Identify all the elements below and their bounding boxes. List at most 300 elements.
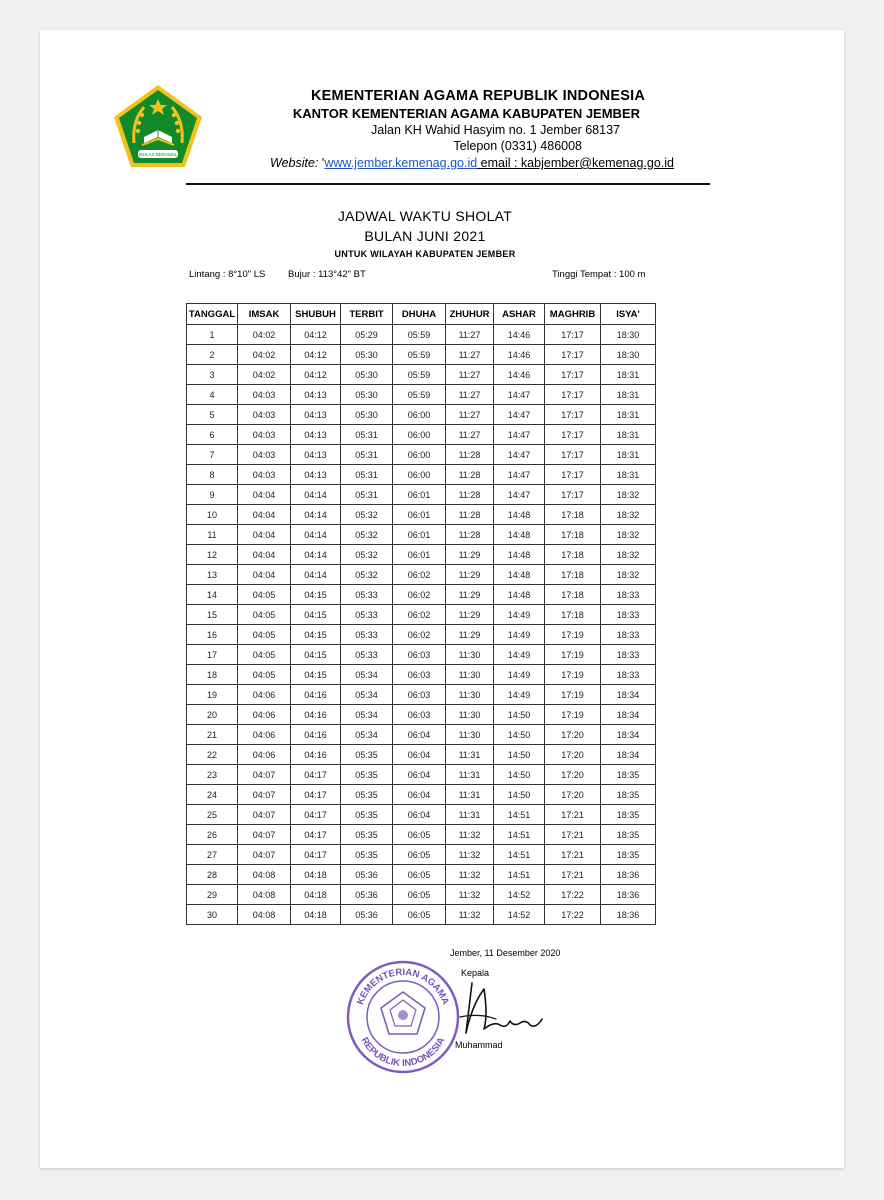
cell-ashar: 14:50 <box>494 785 545 805</box>
cell-terbit: 05:31 <box>341 445 393 465</box>
cell-day: 20 <box>187 705 238 725</box>
cell-dhuha: 06:01 <box>393 545 446 565</box>
table-row <box>187 525 656 545</box>
cell-imsak: 04:05 <box>238 645 291 665</box>
prayer-schedule-table <box>186 303 656 925</box>
cell-maghrib: 17:20 <box>545 765 601 785</box>
table-row <box>187 825 656 845</box>
table-row <box>187 845 656 865</box>
cell-terbit: 05:32 <box>341 565 393 585</box>
header-divider <box>186 183 710 185</box>
svg-text:KEMENTERIAN AGAMA: KEMENTERIAN AGAMA <box>355 966 451 1007</box>
cell-maghrib: 17:21 <box>545 865 601 885</box>
cell-zhuhur: 11:29 <box>446 585 494 605</box>
table-row <box>187 505 656 525</box>
cell-ashar: 14:51 <box>494 825 545 845</box>
cell-ashar: 14:49 <box>494 645 545 665</box>
cell-isya: 18:32 <box>601 485 656 505</box>
cell-day: 25 <box>187 805 238 825</box>
cell-zhuhur: 11:30 <box>446 685 494 705</box>
cell-dhuha: 06:04 <box>393 725 446 745</box>
cell-zhuhur: 11:28 <box>446 445 494 465</box>
cell-dhuha: 06:05 <box>393 885 446 905</box>
cell-terbit: 05:34 <box>341 685 393 705</box>
cell-terbit: 05:33 <box>341 585 393 605</box>
cell-maghrib: 17:21 <box>545 825 601 845</box>
header-zhuhur: ZHUHUR <box>446 304 494 325</box>
cell-zhuhur: 11:29 <box>446 565 494 585</box>
cell-maghrib: 17:17 <box>545 365 601 385</box>
cell-zhuhur: 11:31 <box>446 765 494 785</box>
document-title: JADWAL WAKTU SHOLAT <box>337 208 513 224</box>
cell-dhuha: 06:05 <box>393 865 446 885</box>
cell-day: 8 <box>187 465 238 485</box>
cell-ashar: 14:46 <box>494 325 545 345</box>
cell-imsak: 04:08 <box>238 885 291 905</box>
cell-zhuhur: 11:29 <box>446 625 494 645</box>
cell-shubuh: 04:16 <box>291 725 341 745</box>
cell-ashar: 14:47 <box>494 445 545 465</box>
cell-shubuh: 04:18 <box>291 865 341 885</box>
cell-isya: 18:30 <box>601 325 656 345</box>
cell-day: 22 <box>187 745 238 765</box>
cell-imsak: 04:05 <box>238 585 291 605</box>
table-header-row <box>187 304 656 325</box>
cell-maghrib: 17:17 <box>545 425 601 445</box>
email-text[interactable]: email : kabjember@kemenag.go.id <box>477 156 674 170</box>
website-prefix: ' <box>321 156 325 170</box>
cell-maghrib: 17:17 <box>545 325 601 345</box>
cell-day: 28 <box>187 865 238 885</box>
cell-maghrib: 17:17 <box>545 465 601 485</box>
cell-zhuhur: 11:28 <box>446 465 494 485</box>
cell-imsak: 04:06 <box>238 705 291 725</box>
official-stamp-icon <box>345 960 461 1074</box>
cell-imsak: 04:05 <box>238 665 291 685</box>
cell-imsak: 04:06 <box>238 685 291 705</box>
cell-dhuha: 06:04 <box>393 805 446 825</box>
cell-day: 29 <box>187 885 238 905</box>
kemenag-logo-icon <box>112 83 204 169</box>
table-row <box>187 425 656 445</box>
cell-ashar: 14:46 <box>494 345 545 365</box>
cell-imsak: 04:07 <box>238 805 291 825</box>
cell-shubuh: 04:15 <box>291 625 341 645</box>
cell-maghrib: 17:18 <box>545 605 601 625</box>
cell-dhuha: 06:00 <box>393 465 446 485</box>
cell-terbit: 05:32 <box>341 545 393 565</box>
cell-terbit: 05:31 <box>341 485 393 505</box>
cell-dhuha: 06:03 <box>393 645 446 665</box>
cell-isya: 18:35 <box>601 845 656 865</box>
cell-dhuha: 05:59 <box>393 365 446 385</box>
cell-ashar: 14:47 <box>494 485 545 505</box>
header-shubuh: SHUBUH <box>291 304 341 325</box>
cell-isya: 18:35 <box>601 805 656 825</box>
table-row <box>187 605 656 625</box>
cell-maghrib: 17:17 <box>545 405 601 425</box>
cell-imsak: 04:06 <box>238 745 291 765</box>
cell-ashar: 14:49 <box>494 605 545 625</box>
cell-maghrib: 17:20 <box>545 785 601 805</box>
cell-ashar: 14:52 <box>494 885 545 905</box>
cell-dhuha: 06:04 <box>393 785 446 805</box>
cell-isya: 18:31 <box>601 365 656 385</box>
cell-imsak: 04:04 <box>238 545 291 565</box>
cell-terbit: 05:31 <box>341 425 393 445</box>
cell-terbit: 05:33 <box>341 645 393 665</box>
cell-imsak: 04:06 <box>238 725 291 745</box>
latitude-info: Lintang : 8°10" LS <box>189 269 266 280</box>
cell-imsak: 04:03 <box>238 445 291 465</box>
cell-imsak: 04:04 <box>238 565 291 585</box>
cell-zhuhur: 11:29 <box>446 605 494 625</box>
table-row <box>187 865 656 885</box>
table-row <box>187 885 656 905</box>
cell-ashar: 14:50 <box>494 765 545 785</box>
cell-shubuh: 04:13 <box>291 445 341 465</box>
cell-maghrib: 17:21 <box>545 845 601 865</box>
office-name: KANTOR KEMENTERIAN AGAMA KABUPATEN JEMBER <box>292 106 640 121</box>
cell-imsak: 04:07 <box>238 765 291 785</box>
cell-ashar: 14:48 <box>494 505 545 525</box>
table-row <box>187 325 656 345</box>
cell-ashar: 14:47 <box>494 405 545 425</box>
cell-isya: 18:32 <box>601 565 656 585</box>
cell-dhuha: 06:00 <box>393 425 446 445</box>
cell-shubuh: 04:12 <box>291 345 341 365</box>
cell-maghrib: 17:19 <box>545 625 601 645</box>
cell-isya: 18:35 <box>601 785 656 805</box>
cell-day: 15 <box>187 605 238 625</box>
signature-mark-icon <box>450 975 550 1041</box>
cell-day: 4 <box>187 385 238 405</box>
cell-terbit: 05:34 <box>341 725 393 745</box>
cell-ashar: 14:50 <box>494 725 545 745</box>
cell-isya: 18:31 <box>601 465 656 485</box>
svg-text:REPUBLIK INDONESIA: REPUBLIK INDONESIA <box>358 1035 448 1070</box>
cell-shubuh: 04:14 <box>291 525 341 545</box>
cell-shubuh: 04:15 <box>291 645 341 665</box>
cell-zhuhur: 11:27 <box>446 365 494 385</box>
cell-isya: 18:33 <box>601 585 656 605</box>
cell-dhuha: 06:02 <box>393 585 446 605</box>
cell-shubuh: 04:16 <box>291 745 341 765</box>
table-row <box>187 725 656 745</box>
header-dhuha: DHUHA <box>393 304 446 325</box>
cell-imsak: 04:02 <box>238 365 291 385</box>
cell-shubuh: 04:16 <box>291 685 341 705</box>
cell-terbit: 05:30 <box>341 385 393 405</box>
cell-imsak: 04:02 <box>238 325 291 345</box>
cell-shubuh: 04:13 <box>291 425 341 445</box>
cell-imsak: 04:03 <box>238 385 291 405</box>
cell-zhuhur: 11:32 <box>446 905 494 925</box>
cell-day: 16 <box>187 625 238 645</box>
cell-imsak: 04:02 <box>238 345 291 365</box>
cell-zhuhur: 11:30 <box>446 665 494 685</box>
cell-dhuha: 06:01 <box>393 505 446 525</box>
cell-terbit: 05:32 <box>341 505 393 525</box>
cell-day: 9 <box>187 485 238 505</box>
header-terbit: TERBIT <box>341 304 393 325</box>
cell-shubuh: 04:13 <box>291 405 341 425</box>
cell-isya: 18:33 <box>601 645 656 665</box>
cell-terbit: 05:35 <box>341 785 393 805</box>
cell-terbit: 05:35 <box>341 845 393 865</box>
cell-isya: 18:32 <box>601 505 656 525</box>
table-row <box>187 465 656 485</box>
cell-shubuh: 04:13 <box>291 385 341 405</box>
cell-day: 6 <box>187 425 238 445</box>
cell-maghrib: 17:17 <box>545 445 601 465</box>
table-row <box>187 565 656 585</box>
cell-shubuh: 04:14 <box>291 565 341 585</box>
office-address: Jalan KH Wahid Hasyim no. 1 Jember 68137 <box>371 123 620 137</box>
cell-day: 10 <box>187 505 238 525</box>
cell-imsak: 04:04 <box>238 525 291 545</box>
cell-ashar: 14:51 <box>494 805 545 825</box>
cell-ashar: 14:47 <box>494 425 545 445</box>
table-row <box>187 745 656 765</box>
cell-day: 14 <box>187 585 238 605</box>
cell-ashar: 14:48 <box>494 585 545 605</box>
header-tanggal: TANGGAL <box>187 304 238 325</box>
table-row <box>187 805 656 825</box>
cell-terbit: 05:35 <box>341 825 393 845</box>
table-row <box>187 365 656 385</box>
cell-shubuh: 04:14 <box>291 485 341 505</box>
cell-terbit: 05:34 <box>341 665 393 685</box>
table-row <box>187 625 656 645</box>
cell-terbit: 05:30 <box>341 345 393 365</box>
cell-terbit: 05:30 <box>341 405 393 425</box>
cell-ashar: 14:49 <box>494 665 545 685</box>
cell-shubuh: 04:17 <box>291 845 341 865</box>
cell-zhuhur: 11:27 <box>446 405 494 425</box>
cell-dhuha: 06:01 <box>393 525 446 545</box>
cell-dhuha: 05:59 <box>393 385 446 405</box>
cell-day: 1 <box>187 325 238 345</box>
cell-shubuh: 04:14 <box>291 505 341 525</box>
cell-zhuhur: 11:27 <box>446 345 494 365</box>
cell-isya: 18:34 <box>601 745 656 765</box>
cell-terbit: 05:35 <box>341 805 393 825</box>
cell-imsak: 04:03 <box>238 425 291 445</box>
cell-day: 5 <box>187 405 238 425</box>
cell-zhuhur: 11:28 <box>446 525 494 545</box>
cell-dhuha: 06:05 <box>393 845 446 865</box>
cell-zhuhur: 11:29 <box>446 545 494 565</box>
cell-imsak: 04:05 <box>238 625 291 645</box>
svg-text:IKHLAS BERAMAL: IKHLAS BERAMAL <box>138 152 178 157</box>
cell-dhuha: 06:02 <box>393 605 446 625</box>
table-row <box>187 705 656 725</box>
cell-maghrib: 17:17 <box>545 485 601 505</box>
cell-shubuh: 04:16 <box>291 705 341 725</box>
cell-terbit: 05:31 <box>341 465 393 485</box>
cell-isya: 18:35 <box>601 825 656 845</box>
cell-maghrib: 17:22 <box>545 885 601 905</box>
cell-shubuh: 04:17 <box>291 765 341 785</box>
cell-terbit: 05:36 <box>341 885 393 905</box>
cell-zhuhur: 11:30 <box>446 705 494 725</box>
contact-line <box>270 156 674 170</box>
cell-terbit: 05:35 <box>341 765 393 785</box>
cell-isya: 18:33 <box>601 605 656 625</box>
cell-isya: 18:32 <box>601 545 656 565</box>
header-ashar: ASHAR <box>494 304 545 325</box>
cell-day: 19 <box>187 685 238 705</box>
cell-maghrib: 17:20 <box>545 725 601 745</box>
header-isya: ISYA' <box>601 304 656 325</box>
cell-imsak: 04:07 <box>238 785 291 805</box>
cell-maghrib: 17:18 <box>545 585 601 605</box>
cell-shubuh: 04:15 <box>291 605 341 625</box>
cell-maghrib: 17:22 <box>545 905 601 925</box>
cell-ashar: 14:51 <box>494 845 545 865</box>
ministry-name: KEMENTERIAN AGAMA REPUBLIK INDONESIA <box>311 88 645 104</box>
table-row <box>187 645 656 665</box>
table-row <box>187 905 656 925</box>
website-link[interactable]: www.jember.kemenag.go.id <box>324 156 478 170</box>
cell-ashar: 14:48 <box>494 545 545 565</box>
table-row <box>187 685 656 705</box>
cell-dhuha: 06:04 <box>393 745 446 765</box>
table-row <box>187 585 656 605</box>
cell-dhuha: 05:59 <box>393 325 446 345</box>
table-row <box>187 545 656 565</box>
table-row <box>187 345 656 365</box>
cell-terbit: 05:35 <box>341 745 393 765</box>
cell-terbit: 05:33 <box>341 605 393 625</box>
cell-shubuh: 04:18 <box>291 905 341 925</box>
cell-day: 24 <box>187 785 238 805</box>
cell-terbit: 05:33 <box>341 625 393 645</box>
cell-isya: 18:33 <box>601 625 656 645</box>
cell-ashar: 14:52 <box>494 905 545 925</box>
website-label: Website: <box>270 156 319 170</box>
cell-maghrib: 17:19 <box>545 705 601 725</box>
cell-shubuh: 04:12 <box>291 365 341 385</box>
cell-shubuh: 04:13 <box>291 465 341 485</box>
cell-terbit: 05:36 <box>341 905 393 925</box>
table-row <box>187 405 656 425</box>
cell-day: 23 <box>187 765 238 785</box>
cell-zhuhur: 11:28 <box>446 505 494 525</box>
cell-imsak: 04:07 <box>238 825 291 845</box>
cell-day: 13 <box>187 565 238 585</box>
cell-isya: 18:31 <box>601 405 656 425</box>
table-row <box>187 385 656 405</box>
cell-terbit: 05:34 <box>341 705 393 725</box>
longitude-info: Bujur : 113°42" BT <box>288 269 366 280</box>
cell-dhuha: 06:05 <box>393 905 446 925</box>
signature-date: Jember, 11 Desember 2020 <box>450 948 561 958</box>
cell-terbit: 05:32 <box>341 525 393 545</box>
cell-shubuh: 04:17 <box>291 825 341 845</box>
cell-zhuhur: 11:30 <box>446 645 494 665</box>
cell-day: 30 <box>187 905 238 925</box>
cell-day: 21 <box>187 725 238 745</box>
cell-maghrib: 17:19 <box>545 645 601 665</box>
cell-ashar: 14:46 <box>494 365 545 385</box>
cell-day: 26 <box>187 825 238 845</box>
cell-day: 12 <box>187 545 238 565</box>
cell-day: 3 <box>187 365 238 385</box>
cell-zhuhur: 11:32 <box>446 865 494 885</box>
cell-maghrib: 17:19 <box>545 665 601 685</box>
cell-isya: 18:35 <box>601 765 656 785</box>
cell-isya: 18:36 <box>601 885 656 905</box>
cell-ashar: 14:51 <box>494 865 545 885</box>
cell-zhuhur: 11:27 <box>446 425 494 445</box>
cell-maghrib: 17:18 <box>545 505 601 525</box>
cell-dhuha: 06:00 <box>393 405 446 425</box>
cell-shubuh: 04:17 <box>291 805 341 825</box>
cell-imsak: 04:05 <box>238 605 291 625</box>
table-row <box>187 765 656 785</box>
cell-ashar: 14:49 <box>494 685 545 705</box>
cell-zhuhur: 11:32 <box>446 825 494 845</box>
cell-shubuh: 04:18 <box>291 885 341 905</box>
cell-imsak: 04:04 <box>238 505 291 525</box>
cell-isya: 18:31 <box>601 425 656 445</box>
cell-isya: 18:32 <box>601 525 656 545</box>
cell-ashar: 14:47 <box>494 385 545 405</box>
table-row <box>187 485 656 505</box>
table-body <box>187 325 656 925</box>
cell-zhuhur: 11:31 <box>446 745 494 765</box>
cell-day: 11 <box>187 525 238 545</box>
cell-isya: 18:34 <box>601 705 656 725</box>
cell-maghrib: 17:18 <box>545 565 601 585</box>
cell-shubuh: 04:14 <box>291 545 341 565</box>
cell-shubuh: 04:15 <box>291 665 341 685</box>
cell-ashar: 14:47 <box>494 465 545 485</box>
cell-ashar: 14:50 <box>494 745 545 765</box>
cell-imsak: 04:04 <box>238 485 291 505</box>
cell-dhuha: 06:02 <box>393 625 446 645</box>
cell-imsak: 04:03 <box>238 465 291 485</box>
table-row <box>187 785 656 805</box>
cell-shubuh: 04:17 <box>291 785 341 805</box>
cell-terbit: 05:29 <box>341 325 393 345</box>
cell-dhuha: 06:02 <box>393 565 446 585</box>
header-imsak: IMSAK <box>238 304 291 325</box>
cell-zhuhur: 11:32 <box>446 845 494 865</box>
table-row <box>187 665 656 685</box>
cell-isya: 18:36 <box>601 865 656 885</box>
cell-isya: 18:30 <box>601 345 656 365</box>
cell-shubuh: 04:15 <box>291 585 341 605</box>
cell-zhuhur: 11:31 <box>446 785 494 805</box>
cell-imsak: 04:07 <box>238 845 291 865</box>
altitude-info: Tinggi Tempat : 100 m <box>552 269 646 280</box>
cell-maghrib: 17:19 <box>545 685 601 705</box>
cell-dhuha: 06:05 <box>393 825 446 845</box>
cell-maghrib: 17:17 <box>545 385 601 405</box>
cell-terbit: 05:36 <box>341 865 393 885</box>
cell-ashar: 14:48 <box>494 565 545 585</box>
cell-imsak: 04:08 <box>238 865 291 885</box>
cell-isya: 18:34 <box>601 725 656 745</box>
cell-zhuhur: 11:31 <box>446 805 494 825</box>
cell-dhuha: 06:03 <box>393 685 446 705</box>
cell-day: 17 <box>187 645 238 665</box>
cell-zhuhur: 11:27 <box>446 385 494 405</box>
cell-day: 7 <box>187 445 238 465</box>
